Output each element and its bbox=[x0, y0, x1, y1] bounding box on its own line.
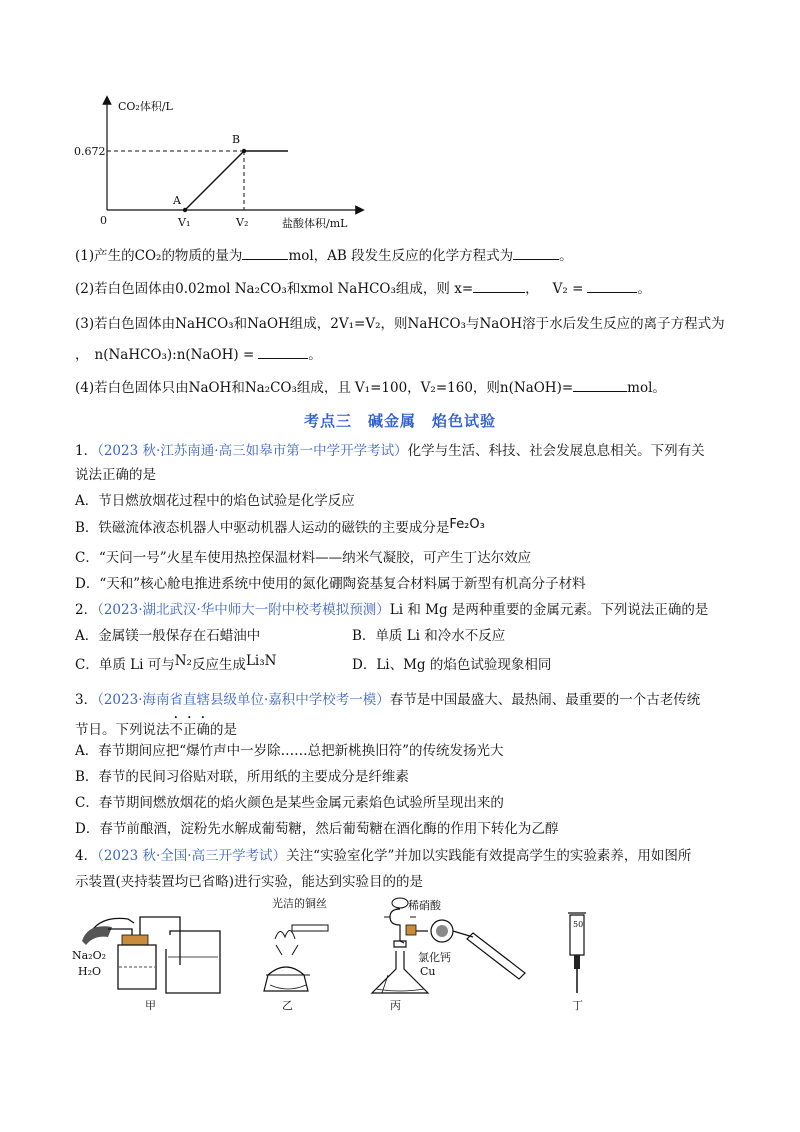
point-a-label: A bbox=[173, 194, 181, 207]
answer-blank[interactable] bbox=[573, 377, 627, 392]
fe2o3-formula: Fe₂O₃ bbox=[449, 517, 485, 532]
q1-source[interactable]: （2023 秋·江苏南通·高三如皋市第一中学开学考试） bbox=[97, 443, 408, 459]
apparatus-yi bbox=[264, 896, 328, 1012]
y-axis-label: CO₂体积/L bbox=[118, 100, 173, 113]
section-heading: 考点三 碱金属 焰色试验 bbox=[303, 412, 496, 430]
origin-label: 0 bbox=[100, 214, 107, 227]
answer-blank[interactable] bbox=[242, 245, 288, 260]
q3-option-b[interactable]: B．春节的民间习俗贴对联，所用纸的主要成分是纤维素 bbox=[75, 769, 409, 785]
answer-blank[interactable] bbox=[513, 245, 559, 260]
q3-option-d[interactable]: D．春节前酿酒，淀粉先水解成葡萄糖，然后葡萄糖在酒化酶的作用下转化为乙醇 bbox=[75, 821, 559, 837]
jia-reagent-h2o: H₂O bbox=[78, 965, 102, 978]
bing-metal: Cu bbox=[420, 965, 436, 978]
q3-source[interactable]: （2023·海南省直辖县级单位·嘉积中学校考一模） bbox=[97, 692, 390, 708]
q1-stem: 1．（2023 秋·江苏南通·高三如皋市第一中学开学考试）化学与生活、科技、社会发展息息相关。下列有关 bbox=[75, 443, 705, 459]
subquestion-3: (3)若白色固体由NaHCO₃和NaOH组成，2V₁=V₂，则NaHCO₃与NaOH溶于水后发生反应的离子方程式为 bbox=[75, 316, 725, 332]
subquestion-4: (4)若白色固体只由NaOH和Na₂CO₃组成，且 V₁=100，V₂=160，则n(NaOH)= mol。 bbox=[75, 377, 666, 398]
point-a-marker bbox=[183, 208, 187, 212]
q1-option-b[interactable]: B．铁磁流体液态机器人中驱动机器人运动的磁铁的主要成分是Fe₂O₃ bbox=[75, 517, 485, 536]
apparatus-jia bbox=[72, 917, 220, 1012]
q2-stem: 2．（2023·湖北武汉·华中师大一附中校考模拟预测）Li 和 Mg 是两种重要的金属元素。下列说法正确的是 bbox=[75, 602, 709, 618]
answer-blank[interactable] bbox=[587, 278, 637, 293]
q2-option-c[interactable]: C．单质 Li 可与N₂反应生成Li₃N bbox=[75, 653, 277, 673]
v1-label: V₁ bbox=[178, 216, 191, 229]
ding-label: 丁 bbox=[572, 999, 583, 1012]
subquestion-2: (2)若白色固体由0.02mol Na₂CO₃和xmol NaHCO₃组成，则 x= ， V₂ = 。 bbox=[75, 278, 651, 299]
q1-stem-cont: 说法正确的是 bbox=[75, 467, 156, 483]
v2-label: V₂ bbox=[236, 216, 249, 229]
bing-dry: 氯化钙 bbox=[418, 951, 451, 964]
yi-note: 光洁的铜丝 bbox=[272, 897, 327, 910]
q4-source[interactable]: （2023 秋·全国·高三开学考试） bbox=[97, 848, 287, 864]
q3-stem: 3．（2023·海南省直辖县级单位·嘉积中学校考一模）春节是中国最盛大、最热闹、最重要的一个古老传统 bbox=[75, 692, 701, 708]
q3-option-a[interactable]: A．春节期间应把“爆竹声中一岁除……总把新桃换旧符”的传统发扬光大 bbox=[75, 743, 504, 759]
apparatus-ding bbox=[568, 913, 586, 1012]
q1-option-d[interactable]: D．“天和”核心舱电推进系统中使用的氮化硼陶瓷基复合材料属于新型有机高分子材料 bbox=[75, 576, 586, 592]
q2-source[interactable]: （2023·湖北武汉·华中师大一附中校考模拟预测） bbox=[97, 602, 390, 618]
co2-volume-graph bbox=[70, 92, 370, 232]
q1-option-c[interactable]: C．“天问一号”火星车使用热控保温材料——纳米气凝胶，可产生丁达尔效应 bbox=[75, 550, 532, 566]
answer-blank[interactable] bbox=[473, 278, 525, 293]
q2-option-a[interactable]: A．金属镁一般保存在石蜡油中 bbox=[75, 628, 261, 644]
q2-option-d[interactable]: D．Li、Mg 的焰色试验现象相同 bbox=[352, 657, 552, 673]
apparatus-bing bbox=[372, 898, 525, 1012]
ding-mark: 50 bbox=[573, 920, 584, 929]
jia-label: 甲 bbox=[145, 999, 156, 1012]
q2-option-b[interactable]: B．单质 Li 和冷水不反应 bbox=[352, 628, 506, 644]
point-b-label: B bbox=[232, 133, 241, 146]
segment-ab bbox=[185, 151, 244, 210]
emphasis-text: 不正确 bbox=[169, 722, 210, 738]
x-axis-label: 盐酸体积/mL bbox=[282, 217, 348, 230]
q3-stem-cont: 节日。下列说法不正确的是 bbox=[75, 722, 237, 738]
apparatus-figure bbox=[70, 895, 610, 1020]
jia-reagent-na2o2: Na₂O₂ bbox=[72, 949, 107, 962]
bing-label: 丙 bbox=[390, 999, 401, 1012]
answer-blank[interactable] bbox=[258, 344, 308, 359]
q4-stem: 4．（2023 秋·全国·高三开学考试）关注“实验室化学”并加以实践能有效提高学生的实验素养，用如图所 bbox=[75, 848, 692, 864]
yi-label: 乙 bbox=[282, 999, 293, 1012]
q3-option-c[interactable]: C．春节期间燃放烟花的焰火颜色是某些金属元素焰色试验所呈现出来的 bbox=[75, 795, 504, 811]
subquestion-3-cont: ， n(NaHCO₃):n(NaOH) = 。 bbox=[75, 344, 322, 365]
point-b-marker bbox=[242, 149, 246, 153]
subquestion-1: (1)产生的CO₂的物质的量为 mol，AB 段发生反应的化学方程式为 。 bbox=[75, 245, 573, 266]
q4-stem-cont: 示装置(夹持装置均已省略)进行实验，能达到实验目的的是 bbox=[75, 874, 424, 890]
y-tick-label: 0.672 bbox=[74, 145, 106, 158]
q1-option-a[interactable]: A．节日燃放烟花过程中的焰色试验是化学反应 bbox=[75, 493, 355, 509]
bing-acid: 稀硝酸 bbox=[408, 899, 441, 912]
